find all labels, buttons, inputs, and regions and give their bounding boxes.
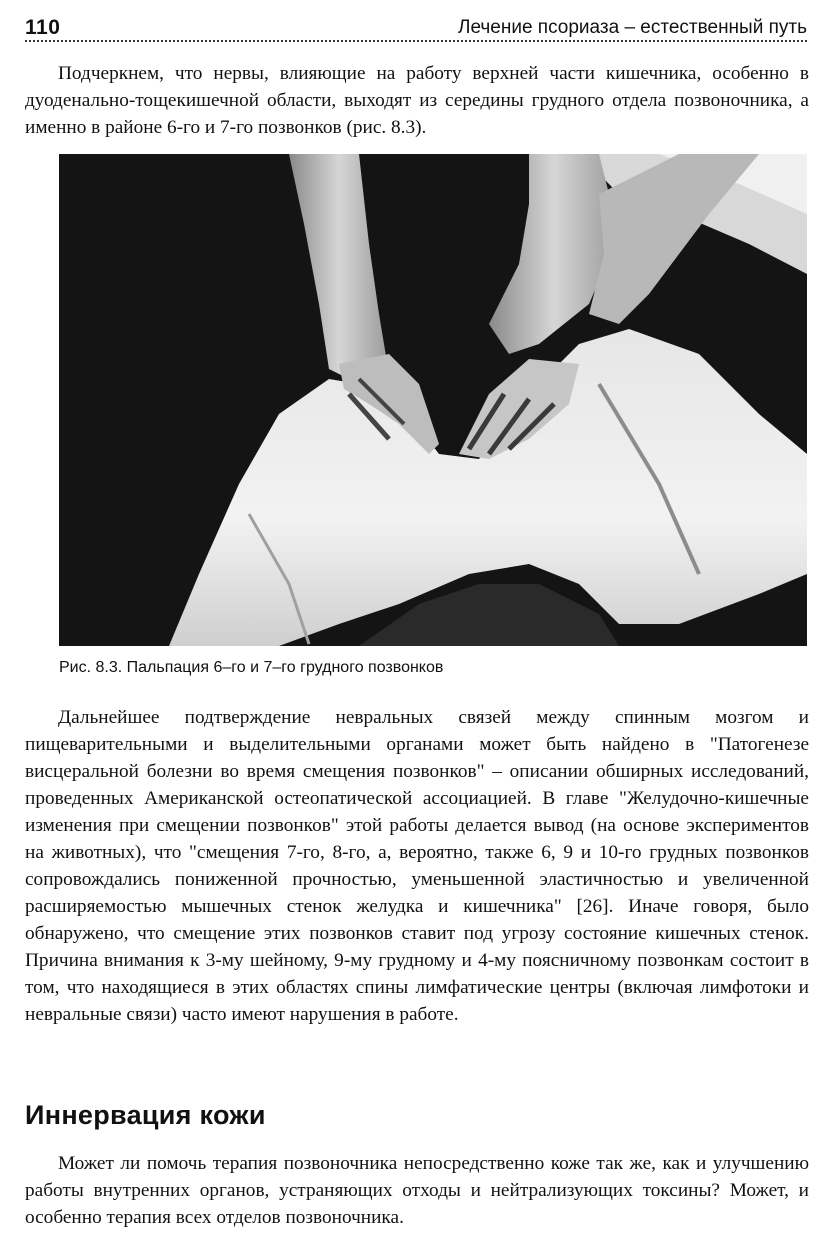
paragraph-evidence: Дальнейшее подтверждение невральных связей между спинным мозгом и пищеварительными и выделительными органами может быть найдено в "Патогенезе висцеральной болезни во время смещения позвонков" – описании обширных исследований, проведенных Американской остеопатической ассоциацией. В главе "Желудочно-кишечные изменения при смещении позвонков" этой работы делается вывод (на основе экспериментов на животных), что "смещения 7-го, 8-го, а, вероятно, также 6, 9 и 10-го грудных позвонков сопровождались пониженной прочностью, уменьшенной эластичностью и увеличенной расширяемостью мышечных стенок желудка и кишечника" [26]. Иначе говоря, было обнаружено, что смещение этих позвонков ставит под угрозу состояние кишечных стенок. Причина внимания к 3-му шейному, 9-му грудному и 4-му поясничному позвонкам состоит в том, что находящиеся в этих областях спины лимфатические центры (включая лимфотоки и невральные связи) часто имеют нарушения в работе. — [25, 707, 809, 1025]
paragraph-skin: Может ли помочь терапия позвоночника непосредственно коже так же, как и улучшению работы внутренних органов, устраняющих отходы и нейтрализующих токсины? Может, и особенно терапия всех отделов позвоночника. — [25, 1153, 809, 1228]
paragraph-intro: Подчеркнем, что нервы, влияющие на работу верхней части кишечника, особенно в дуоденально-тощекишечной области, выходят из середины грудного отдела позвоночника, а именно в районе 6-го и 7-го позвонков (рис. 8.3). — [25, 63, 809, 138]
figure-caption: Рис. 8.3. Пальпация 6–го и 7–го грудного позвонков — [59, 659, 444, 676]
section-heading: Иннервация кожи — [25, 1100, 266, 1130]
palpation-photo-drawing — [59, 154, 807, 646]
palpation-photo — [59, 154, 807, 646]
page-header — [25, 14, 807, 42]
page-number: 110 — [25, 16, 61, 39]
running-title: Лечение псориаза – естественный путь — [457, 17, 807, 38]
